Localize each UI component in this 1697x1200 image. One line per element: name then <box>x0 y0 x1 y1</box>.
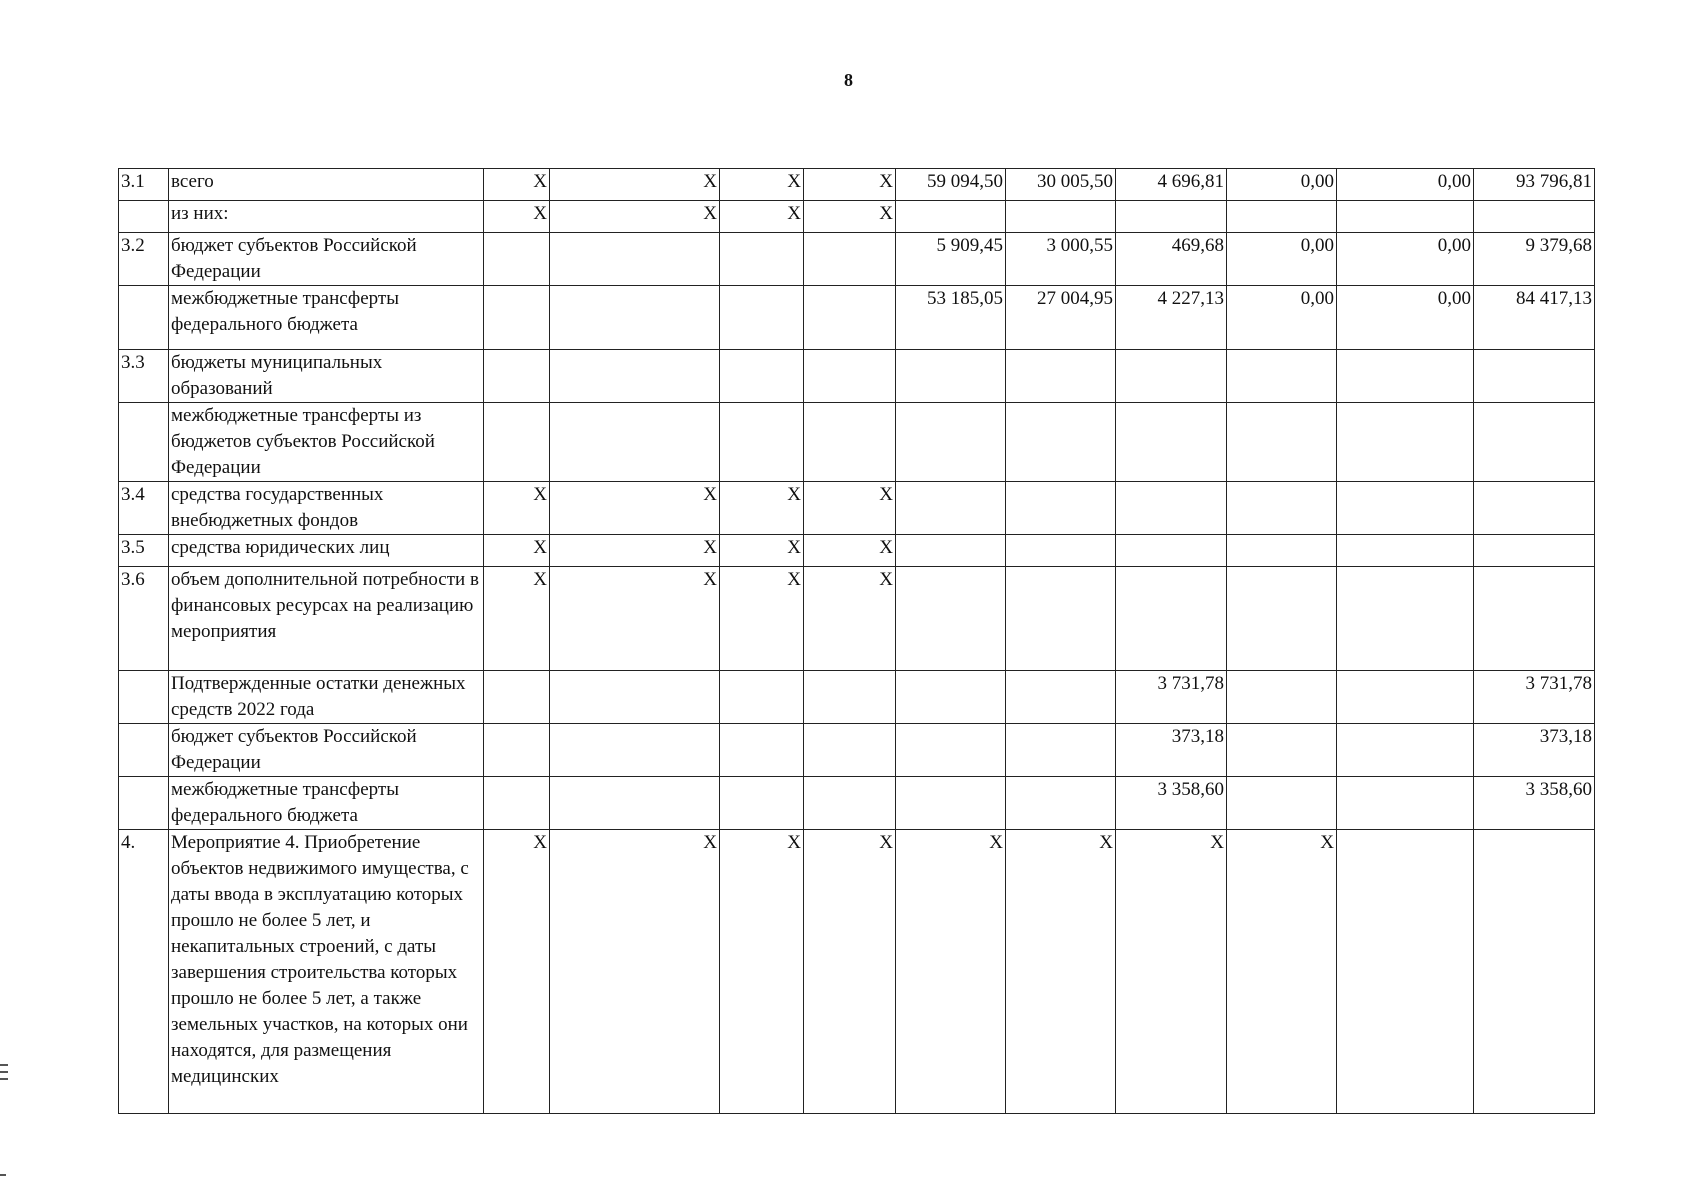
table-cell: 27 004,95 <box>1006 286 1116 350</box>
row-description-cell: бюджет субъектов Российской Федерации <box>169 233 484 286</box>
table-cell: X <box>804 201 896 233</box>
table-cell <box>720 286 804 350</box>
row-number-cell <box>119 286 169 350</box>
table-cell <box>1474 403 1595 482</box>
row-description-cell: из них: <box>169 201 484 233</box>
table-row <box>119 201 1595 233</box>
table-cell <box>1006 777 1116 830</box>
row-number-cell: 3.4 <box>119 482 169 535</box>
table-cell <box>804 233 896 286</box>
table-cell <box>1337 482 1474 535</box>
table-cell: 3 000,55 <box>1006 233 1116 286</box>
table-cell <box>1474 567 1595 671</box>
table-row <box>119 535 1595 567</box>
table-cell <box>1337 535 1474 567</box>
table-row <box>119 233 1595 286</box>
table-cell: 373,18 <box>1116 724 1227 777</box>
table-cell: 0,00 <box>1227 233 1337 286</box>
table-cell <box>1116 350 1227 403</box>
table-cell <box>720 350 804 403</box>
table-row <box>119 724 1595 777</box>
table-cell <box>1474 482 1595 535</box>
table-cell <box>1337 671 1474 724</box>
table-cell <box>1227 403 1337 482</box>
table-cell <box>1227 724 1337 777</box>
table-cell: 84 417,13 <box>1474 286 1595 350</box>
table-cell: X <box>550 482 720 535</box>
table-cell <box>1337 350 1474 403</box>
table-cell <box>720 233 804 286</box>
row-description-cell: бюджеты муниципальных образований <box>169 350 484 403</box>
table-row <box>119 777 1595 830</box>
table-cell: 0,00 <box>1227 286 1337 350</box>
table-cell: X <box>484 830 550 1114</box>
row-number-cell <box>119 671 169 724</box>
table-cell <box>896 671 1006 724</box>
margin-marks <box>0 1064 8 1085</box>
table-cell <box>896 350 1006 403</box>
table-cell <box>1337 830 1474 1114</box>
table-cell <box>1474 830 1595 1114</box>
table-cell <box>484 286 550 350</box>
table-cell <box>804 671 896 724</box>
table-cell <box>484 671 550 724</box>
table-cell <box>804 286 896 350</box>
table-cell: 53 185,05 <box>896 286 1006 350</box>
table-cell: X <box>550 535 720 567</box>
table-cell <box>1337 201 1474 233</box>
table-cell: X <box>720 567 804 671</box>
table-cell: 0,00 <box>1337 286 1474 350</box>
row-description-cell: межбюджетные трансферты федерального бюджета <box>169 286 484 350</box>
bottom-mark <box>0 1174 6 1176</box>
table-cell: X <box>804 169 896 201</box>
table-cell <box>720 724 804 777</box>
table-cell <box>550 286 720 350</box>
table-cell: X <box>484 169 550 201</box>
row-number-cell: 3.3 <box>119 350 169 403</box>
budget-table <box>118 168 1595 1114</box>
table-cell <box>1116 201 1227 233</box>
table-cell <box>1006 482 1116 535</box>
table-cell: 3 731,78 <box>1474 671 1595 724</box>
table-cell <box>550 350 720 403</box>
table-cell: X <box>720 201 804 233</box>
table-cell: X <box>720 482 804 535</box>
table-cell <box>1227 482 1337 535</box>
table-cell <box>1337 403 1474 482</box>
table-cell: X <box>550 201 720 233</box>
table-cell <box>1006 535 1116 567</box>
table-cell <box>550 403 720 482</box>
row-number-cell <box>119 777 169 830</box>
table-cell <box>1337 567 1474 671</box>
table-cell <box>1006 350 1116 403</box>
table-cell <box>1227 201 1337 233</box>
table-cell <box>550 671 720 724</box>
table-cell <box>896 482 1006 535</box>
table-cell <box>1006 403 1116 482</box>
table-row <box>119 830 1595 1114</box>
table-cell: 5 909,45 <box>896 233 1006 286</box>
table-row <box>119 403 1595 482</box>
table-cell <box>804 724 896 777</box>
table-cell <box>1116 567 1227 671</box>
table-cell: X <box>550 830 720 1114</box>
table-row <box>119 671 1595 724</box>
row-description-cell: Мероприятие 4. Приобретение объектов недвижимого имущества, с даты ввода в эксплуатацию которых прошло не более 5 лет, и некапитальных строений, с даты завершения строительства которых прошло не более 5 лет, а также земельных участков, на которых они находятся, для размещения медицинских <box>169 830 484 1114</box>
table-cell <box>1227 777 1337 830</box>
table-cell: X <box>484 482 550 535</box>
table-cell <box>1227 535 1337 567</box>
table-cell <box>1116 403 1227 482</box>
table-cell <box>1227 671 1337 724</box>
table-cell: X <box>804 535 896 567</box>
table-cell: X <box>804 830 896 1114</box>
table-cell <box>896 403 1006 482</box>
table-cell: 4 696,81 <box>1116 169 1227 201</box>
row-number-cell: 3.5 <box>119 535 169 567</box>
table-cell <box>896 567 1006 671</box>
table-cell <box>484 724 550 777</box>
table-cell: X <box>550 567 720 671</box>
table-cell: X <box>550 169 720 201</box>
row-description-cell: бюджет субъектов Российской Федерации <box>169 724 484 777</box>
table-cell <box>484 777 550 830</box>
table-cell: X <box>1227 830 1337 1114</box>
table-cell <box>896 724 1006 777</box>
table-cell: X <box>484 567 550 671</box>
row-number-cell: 4. <box>119 830 169 1114</box>
table-cell <box>484 403 550 482</box>
table-cell <box>1006 567 1116 671</box>
table-cell: 3 731,78 <box>1116 671 1227 724</box>
table-cell: X <box>484 201 550 233</box>
table-cell <box>1227 350 1337 403</box>
table-cell <box>720 671 804 724</box>
row-description-cell: межбюджетные трансферты из бюджетов субъектов Российской Федерации <box>169 403 484 482</box>
row-number-cell: 3.6 <box>119 567 169 671</box>
table-cell: X <box>1006 830 1116 1114</box>
table-cell: X <box>1116 830 1227 1114</box>
row-description-cell: средства государственных внебюджетных фондов <box>169 482 484 535</box>
table-cell: 0,00 <box>1227 169 1337 201</box>
table-cell <box>1337 777 1474 830</box>
table-cell: 3 358,60 <box>1474 777 1595 830</box>
table-cell: X <box>720 830 804 1114</box>
table-cell: X <box>804 482 896 535</box>
row-description-cell: Подтвержденные остатки денежных средств 2022 года <box>169 671 484 724</box>
table-cell <box>550 724 720 777</box>
table-cell <box>1337 724 1474 777</box>
table-cell: 469,68 <box>1116 233 1227 286</box>
table-cell: 373,18 <box>1474 724 1595 777</box>
table-row <box>119 567 1595 671</box>
table-cell <box>1474 535 1595 567</box>
table-row <box>119 350 1595 403</box>
table-cell: X <box>484 535 550 567</box>
table-row <box>119 286 1595 350</box>
table-cell <box>804 403 896 482</box>
row-number-cell: 3.1 <box>119 169 169 201</box>
table-cell <box>1006 201 1116 233</box>
row-description-cell: объем дополнительной потребности в финансовых ресурсах на реализацию мероприятия <box>169 567 484 671</box>
row-number-cell <box>119 201 169 233</box>
table-cell <box>1006 671 1116 724</box>
table-cell <box>896 777 1006 830</box>
row-number-cell <box>119 403 169 482</box>
row-description-cell: средства юридических лиц <box>169 535 484 567</box>
table-cell: 0,00 <box>1337 233 1474 286</box>
table-cell: X <box>896 830 1006 1114</box>
table-cell <box>484 233 550 286</box>
table-cell <box>484 350 550 403</box>
table-cell <box>1006 724 1116 777</box>
table-cell <box>1116 482 1227 535</box>
table-cell <box>896 535 1006 567</box>
row-description-cell: межбюджетные трансферты федерального бюджета <box>169 777 484 830</box>
table-cell <box>804 350 896 403</box>
row-number-cell: 3.2 <box>119 233 169 286</box>
table-cell <box>720 403 804 482</box>
table-cell <box>1116 535 1227 567</box>
table-cell: X <box>720 535 804 567</box>
table-cell <box>720 777 804 830</box>
table-cell: X <box>720 169 804 201</box>
table-cell: 9 379,68 <box>1474 233 1595 286</box>
table-cell: 30 005,50 <box>1006 169 1116 201</box>
table-cell <box>896 201 1006 233</box>
table-cell <box>550 777 720 830</box>
table-cell <box>1474 350 1595 403</box>
table-cell <box>1474 201 1595 233</box>
table-cell: 0,00 <box>1337 169 1474 201</box>
table-cell: X <box>804 567 896 671</box>
table-cell: 59 094,50 <box>896 169 1006 201</box>
table-row <box>119 482 1595 535</box>
page-number: 8 <box>844 70 853 90</box>
table-row <box>119 169 1595 201</box>
table-cell <box>550 233 720 286</box>
table-cell: 93 796,81 <box>1474 169 1595 201</box>
table-cell: 3 358,60 <box>1116 777 1227 830</box>
row-description-cell: всего <box>169 169 484 201</box>
row-number-cell <box>119 724 169 777</box>
table-cell: 4 227,13 <box>1116 286 1227 350</box>
table-cell <box>1227 567 1337 671</box>
table-cell <box>804 777 896 830</box>
